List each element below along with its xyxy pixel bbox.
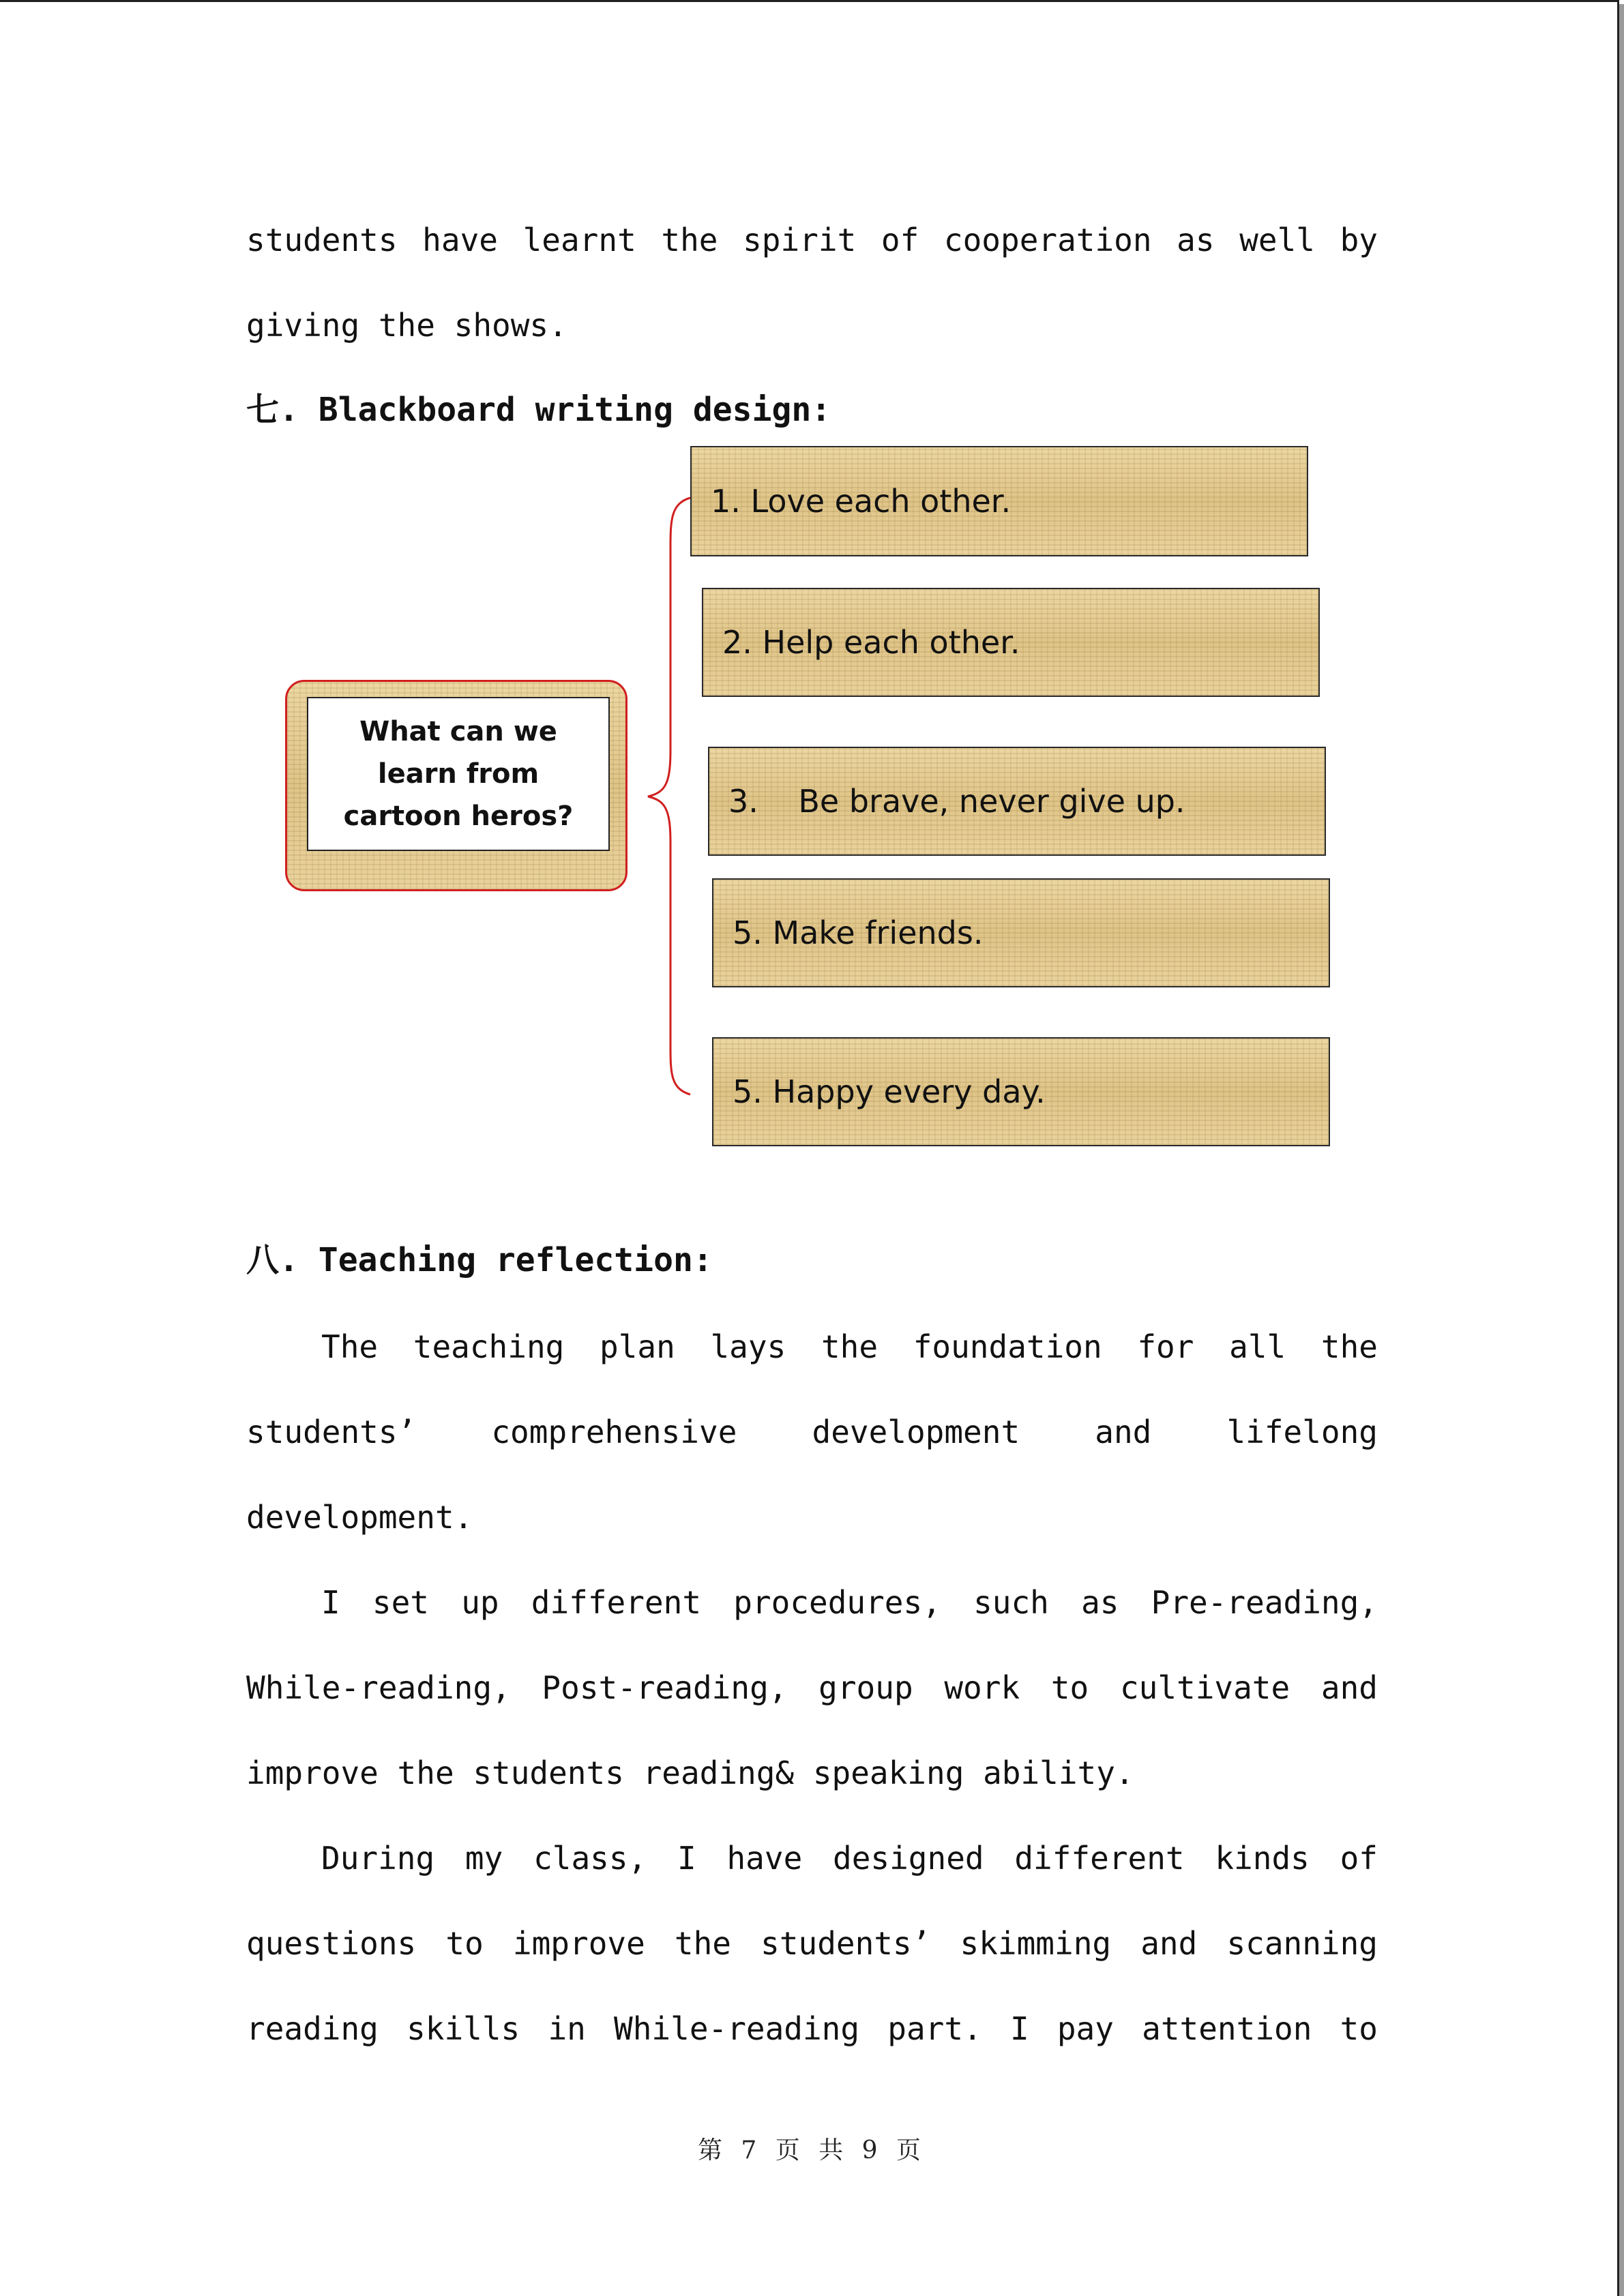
section-heading-reflection: 八. Teaching reflection: — [246, 1241, 713, 1279]
text-line: improve the students reading& speaking ability. — [246, 1755, 1134, 1791]
text-line: questions to improve the students’ skimming and scanning — [246, 1925, 1378, 1962]
text-line: I set up different procedures, such as Pre-reading, — [321, 1584, 1378, 1621]
text-line: students’ comprehensive development and lifelong — [246, 1414, 1378, 1450]
item-text: 2. Help each other. — [722, 624, 1020, 661]
page-number-footer: 第 7 页 共 9 页 — [697, 2136, 927, 2164]
text-line: development. — [246, 1499, 473, 1536]
center-question-text: What can we learn from cartoon heros? — [343, 716, 574, 832]
reflection-paragraph-3 — [246, 1816, 1378, 2072]
text-line: The teaching plan lays the foundation for all the — [321, 1328, 1378, 1365]
text-line: giving the shows. — [246, 307, 567, 344]
item-text: 1. Love each other. — [711, 483, 1012, 520]
text-line: reading skills in While-reading part. I pay attention to — [246, 2010, 1378, 2047]
item-text: 5. Happy every day. — [733, 1073, 1046, 1110]
section-heading-blackboard: 七. Blackboard writing design: — [246, 391, 831, 429]
item-box-1 — [690, 446, 1308, 556]
reflection-paragraph-2 — [246, 1560, 1378, 1816]
text-line: During my class, I have designed different kinds of — [321, 1840, 1378, 1877]
item-text: 5. Make friends. — [733, 914, 984, 951]
text-line: students have learnt the spirit of cooperation as well by — [246, 222, 1378, 258]
item-text: 3. Be brave, never give up. — [728, 783, 1185, 820]
item-box-4 — [712, 878, 1330, 987]
text-line: While-reading, Post-reading, group work to cultivate and — [246, 1669, 1378, 1706]
item-box-2 — [702, 588, 1320, 697]
reflection-paragraph-1 — [246, 1304, 1378, 1560]
item-box-3 — [708, 747, 1326, 856]
item-box-5 — [712, 1037, 1330, 1146]
